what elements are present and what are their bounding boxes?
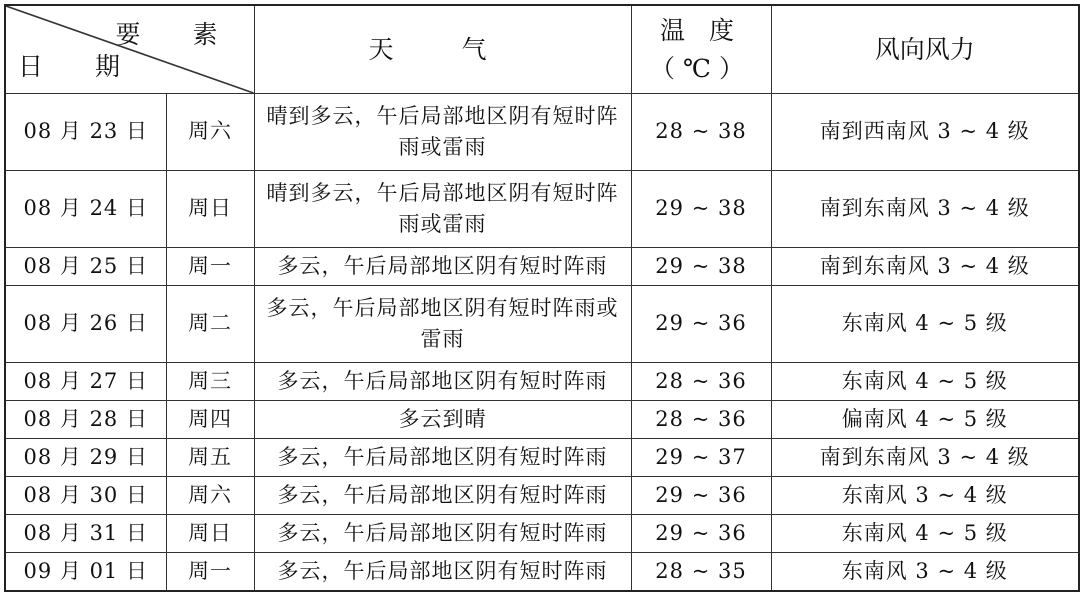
weekday-cell: 周六 xyxy=(166,94,254,171)
weather-cell: 多云，午后局部地区阴有短时阵雨 xyxy=(254,439,631,477)
table-row xyxy=(5,171,1079,248)
wind-cell: 东南风 3 ~ 4 级 xyxy=(771,553,1079,592)
temperature-cell: 29 ~ 37 xyxy=(631,439,771,477)
weekday-cell: 周六 xyxy=(166,477,254,515)
temperature-cell: 28 ~ 35 xyxy=(631,553,771,592)
temperature-cell: 29 ~ 36 xyxy=(631,515,771,553)
wind-cell: 东南风 4 ~ 5 级 xyxy=(771,363,1079,401)
table-row xyxy=(5,286,1079,363)
weekday-cell: 周日 xyxy=(166,171,254,248)
weekday-cell: 周二 xyxy=(166,286,254,363)
weather-header: 天 气 xyxy=(254,5,631,94)
weather-cell: 多云，午后局部地区阴有短时阵雨 xyxy=(254,515,631,553)
temperature-header-label: 温 度 xyxy=(660,16,742,45)
temperature-cell: 28 ~ 36 xyxy=(631,401,771,439)
weather-cell: 晴到多云，午后局部地区阴有短时阵雨或雷雨 xyxy=(254,171,631,248)
temperature-header-unit: （℃） xyxy=(650,53,752,83)
weather-cell: 多云，午后局部地区阴有短时阵雨 xyxy=(254,477,631,515)
weekday-cell: 周三 xyxy=(166,363,254,401)
corner-header xyxy=(5,5,254,94)
table-row xyxy=(5,477,1079,515)
wind-cell: 东南风 4 ~ 5 级 xyxy=(771,286,1079,363)
corner-label-elements: 要 素 xyxy=(115,20,240,49)
wind-cell: 东南风 4 ~ 5 级 xyxy=(771,515,1079,553)
temperature-cell: 28 ~ 36 xyxy=(631,363,771,401)
table-row xyxy=(5,94,1079,171)
weather-cell: 多云，午后局部地区阴有短时阵雨或雷雨 xyxy=(254,286,631,363)
temperature-cell: 29 ~ 36 xyxy=(631,286,771,363)
weather-cell: 多云到晴 xyxy=(254,401,631,439)
table-row xyxy=(5,401,1079,439)
weather-cell: 多云，午后局部地区阴有短时阵雨 xyxy=(254,248,631,286)
wind-cell: 东南风 3 ~ 4 级 xyxy=(771,477,1079,515)
weekday-cell: 周一 xyxy=(166,553,254,592)
date-cell: 08 月 31 日 xyxy=(5,515,166,553)
table-row xyxy=(5,439,1079,477)
weekday-cell: 周日 xyxy=(166,515,254,553)
weekday-cell: 周五 xyxy=(166,439,254,477)
wind-cell: 南到东南风 3 ~ 4 级 xyxy=(771,248,1079,286)
date-cell: 08 月 28 日 xyxy=(5,401,166,439)
weekday-cell: 周四 xyxy=(166,401,254,439)
wind-cell: 南到西南风 3 ~ 4 级 xyxy=(771,94,1079,171)
temperature-cell: 29 ~ 38 xyxy=(631,248,771,286)
date-cell: 08 月 27 日 xyxy=(5,363,166,401)
forecast-rows xyxy=(5,94,1079,592)
temperature-header xyxy=(631,5,771,94)
weather-cell: 晴到多云，午后局部地区阴有短时阵雨或雷雨 xyxy=(254,94,631,171)
table-row xyxy=(5,248,1079,286)
table-row xyxy=(5,363,1079,401)
temperature-cell: 29 ~ 36 xyxy=(631,477,771,515)
weather-forecast-table xyxy=(4,4,1080,592)
date-cell: 08 月 23 日 xyxy=(5,94,166,171)
date-cell: 08 月 24 日 xyxy=(5,171,166,248)
table-row xyxy=(5,553,1079,592)
wind-cell: 南到东南风 3 ~ 4 级 xyxy=(771,439,1079,477)
corner-label-date: 日 期 xyxy=(18,51,142,81)
wind-cell: 偏南风 4 ~ 5 级 xyxy=(771,401,1079,439)
weekday-cell: 周一 xyxy=(166,248,254,286)
temperature-cell: 29 ~ 38 xyxy=(631,171,771,248)
date-cell: 08 月 26 日 xyxy=(5,286,166,363)
date-cell: 09 月 01 日 xyxy=(5,553,166,592)
weather-cell: 多云，午后局部地区阴有短时阵雨 xyxy=(254,553,631,592)
temperature-cell: 28 ~ 38 xyxy=(631,94,771,171)
wind-cell: 南到东南风 3 ~ 4 级 xyxy=(771,171,1079,248)
header-row xyxy=(5,5,1079,94)
date-cell: 08 月 30 日 xyxy=(5,477,166,515)
table-row xyxy=(5,515,1079,553)
wind-header: 风向风力 xyxy=(771,5,1079,94)
date-cell: 08 月 29 日 xyxy=(5,439,166,477)
date-cell: 08 月 25 日 xyxy=(5,248,166,286)
weather-cell: 多云，午后局部地区阴有短时阵雨 xyxy=(254,363,631,401)
